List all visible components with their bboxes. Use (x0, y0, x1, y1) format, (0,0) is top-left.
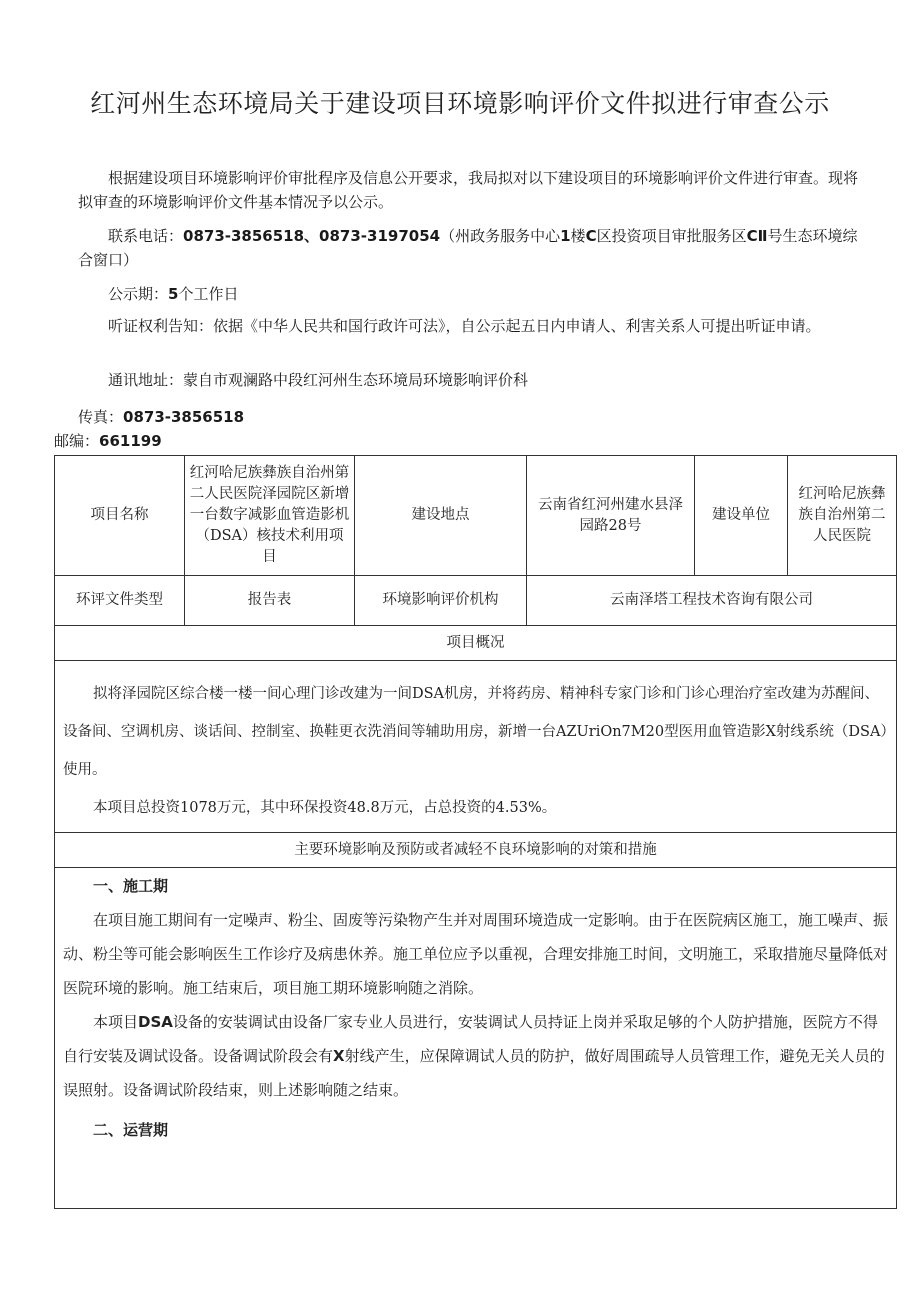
overview-paragraph-1: 拟将泽园院区综合楼一楼一间心理门诊改建为一间DSA机房，并将药房、精神科专家门诊和门诊心理治疗室改建为苏醒间、设备间、空调机房、谈话间、控制室、换鞋更衣洗消间等辅助用房，新增一台AZUriOn7M20型医用血管造影X射线系统（DSA）使用。 (63, 686, 888, 778)
construction-p2-pre: 本项目 (93, 1013, 139, 1031)
project-name-label: 项目名称 (55, 456, 185, 576)
fax-label: 传真： (78, 408, 124, 426)
period-label: 公示期： (108, 285, 169, 303)
overview-heading (55, 626, 897, 661)
contact-note-mid2: 区投资项目审批服务区 (596, 227, 747, 245)
contact-zone: C (585, 227, 597, 245)
contact-floor: 1 (560, 227, 571, 245)
table-row-project (55, 456, 897, 576)
overview-paragraph-2: 本项目总投资1078万元，其中环保投资48.8万元，占总投资的4.53%。 (93, 800, 557, 816)
construction-p2-mid: 设备的安装调试由设备厂家专业人员进行，安装调试人员持证上岗并采取足够的个人防护措施，医院方不得自行安装及调试设备。设备调试阶段会有 (63, 1013, 878, 1065)
page-title: 红河州生态环境局关于建设项目环境影响评价文件拟进行审查公示 (90, 89, 830, 118)
postcode-line (54, 431, 162, 451)
unit-value: 红河哈尼族彝族自治州第二人民医院 (788, 456, 897, 576)
contact-note-post: 号生态环境综合窗口） (78, 227, 858, 269)
table-row-overview-head (55, 626, 897, 661)
contact-note-mid1: 楼 (570, 227, 586, 245)
intro-paragraph: 根据建设项目环境影响评价审批程序及信息公开要求，我局拟对以下建设项目的环境影响评价文件进行审查。现将拟审查的环境影响评价文件基本情况予以公示。 (78, 169, 859, 211)
agency-value: 云南泽塔工程技术咨询有限公司 (527, 576, 897, 626)
construction-heading: 一、施工期 (93, 877, 169, 895)
postcode-value: 661199 (99, 432, 162, 450)
doc-type-label: 环评文件类型 (55, 576, 185, 626)
period-unit: 个工作日 (178, 285, 239, 303)
measures-content (55, 868, 897, 1209)
hearing-paragraph: 听证权利告知：依据《中华人民共和国行政许可法》，自公示起五日内申请人、利害关系人可提出听证申请。 (108, 317, 821, 335)
project-info-table (54, 455, 897, 1209)
construction-paragraph-2 (63, 1005, 888, 1107)
construction-p2-dsa: DSA (138, 1013, 173, 1031)
table-row-doc-type (55, 576, 897, 626)
overview-heading-text: 项目概况 (446, 634, 505, 651)
unit-label: 建设单位 (695, 456, 788, 576)
operation-heading: 二、运营期 (93, 1121, 169, 1139)
address-line: 通讯地址：蒙自市观澜路中段红河州生态环境局环境影响评价科 (108, 371, 529, 389)
measures-heading: 主要环境影响及预防或者减轻不良环境影响的对策和措施 (55, 833, 897, 868)
overview-content (55, 661, 897, 833)
period-value: 5 (168, 285, 179, 303)
contact-label: 联系电话： (108, 227, 184, 245)
construction-p2-x: X (333, 1047, 345, 1065)
location-value: 云南省红河州建水县泽园路28号 (527, 456, 695, 576)
agency-label: 环境影响评价机构 (355, 576, 527, 626)
table-row-measures (55, 868, 897, 1209)
contact-window: CⅡ (746, 227, 768, 245)
doc-type-value: 报告表 (185, 576, 355, 626)
contact-note-pre: （州政务服务中心 (440, 227, 561, 245)
construction-paragraph-1: 在项目施工期间有一定噪声、粉尘、固废等污染物产生并对周围环境造成一定影响。由于在医院病区施工，施工噪声、振动、粉尘等可能会影响医生工作诊疗及病患休养。施工单位应予以重视，合理安排施工时间，文明施工，采取措施尽量降低对医院环境的影响。施工结束后，项目施工期环境影响随之消除。 (63, 911, 889, 997)
project-name-value: 红河哈尼族彝族自治州第二人民医院泽园院区新增一台数字减影血管造影机（DSA）核技术利用项目 (185, 456, 355, 576)
construction-p2-post: 射线产生，应保障调试人员的防护，做好周围疏导人员管理工作，避免无关人员的误照射。设备调试阶段结束，则上述影响随之结束。 (63, 1047, 885, 1099)
location-label: 建设地点 (355, 456, 527, 576)
table-row-measures-head (55, 833, 897, 868)
postcode-label: 邮编： (54, 432, 100, 450)
fax-value: 0873-3856518 (123, 408, 245, 426)
table-row-overview (55, 661, 897, 833)
period-line (78, 282, 868, 306)
contact-paragraph (78, 224, 868, 272)
contact-phones: 0873-3856518、0873-3197054 (183, 227, 441, 245)
fax-line (78, 407, 244, 427)
